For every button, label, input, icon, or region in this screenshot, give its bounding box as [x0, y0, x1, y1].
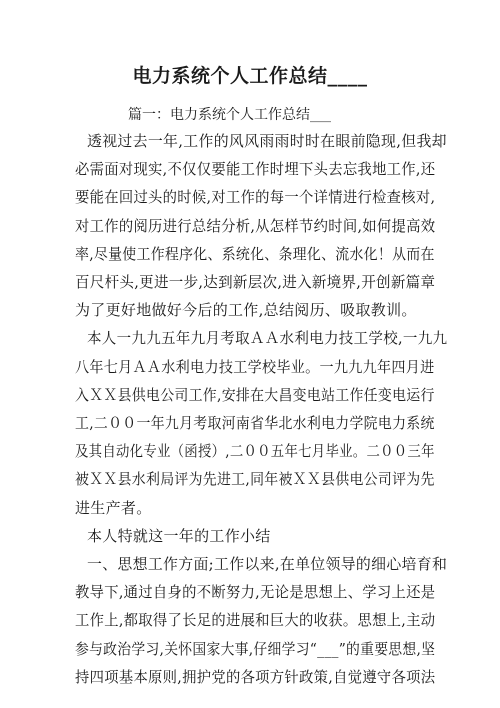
body-line: 本人特就这一年的工作小结 — [87, 526, 271, 545]
body-line: 持四项基本原则,拥护党的各项方针政策,自觉遵守各项法 — [75, 667, 436, 686]
body-line: 百尺杆头,更进一步,达到新层次,进入新境界,开创新篇章 — [75, 273, 436, 291]
body-line: 对工作的阅历进行总结分析,从怎样节约时间,如何提高效 — [75, 216, 436, 235]
body-line: 一、思想工作方面;工作以来,在单位领导的细心培育和 — [87, 555, 448, 573]
document-title: 电力系统个人工作总结____ — [132, 65, 368, 87]
body-line: 及其自动化专业（函授）,二００五年七月毕业。二００三年 — [75, 442, 435, 461]
body-line: 入ＸＸ县供电公司工作,安排在大昌变电站工作任变电运行 — [75, 385, 435, 404]
body-line: 本人一九九五年九月考取ＡＡ水利电力技工学校,一九九 — [87, 329, 448, 348]
body-line: 参与政治学习,关怀国家大事,仔细学习“___”的重要思想,坚 — [75, 639, 436, 658]
body-line: 工作上,都取得了长足的进展和巨大的收获。思想上,主动 — [75, 611, 436, 630]
body-line: 被ＸＸ县水利局评为先进工,同年被ＸＸ县供电公司评为先 — [75, 470, 435, 489]
body-line: 八年七月ＡＡ水利电力技工学校毕业。一九九九年四月进 — [75, 357, 435, 376]
body-line: 为了更好地做好今后的工作,总结阅历、吸取教训。 — [75, 301, 417, 320]
body-line: 教导下,通过自身的不断努力,无论是思想上、学习上还是 — [75, 583, 436, 602]
body-line: 进生产者。 — [75, 498, 152, 517]
body-line: 透视过去一年,工作的风风雨雨时时在眼前隐现,但我却 — [87, 132, 447, 150]
body-line: 工,二００一年九月考取河南省华北水利电力学院电力系统 — [75, 414, 435, 432]
body-line: 率,尽量使工作程序化、系统化、条理化、流水化！从而在 — [75, 244, 435, 263]
body-line: 必需面对现实,不仅仅要能工作时埋下头去忘我地工作,还 — [75, 160, 436, 179]
document-subtitle: 篇一：电力系统个人工作总结___ — [128, 107, 331, 123]
body-line: 要能在回过头的时候,对工作的每一个详情进行检查核对, — [75, 188, 436, 207]
